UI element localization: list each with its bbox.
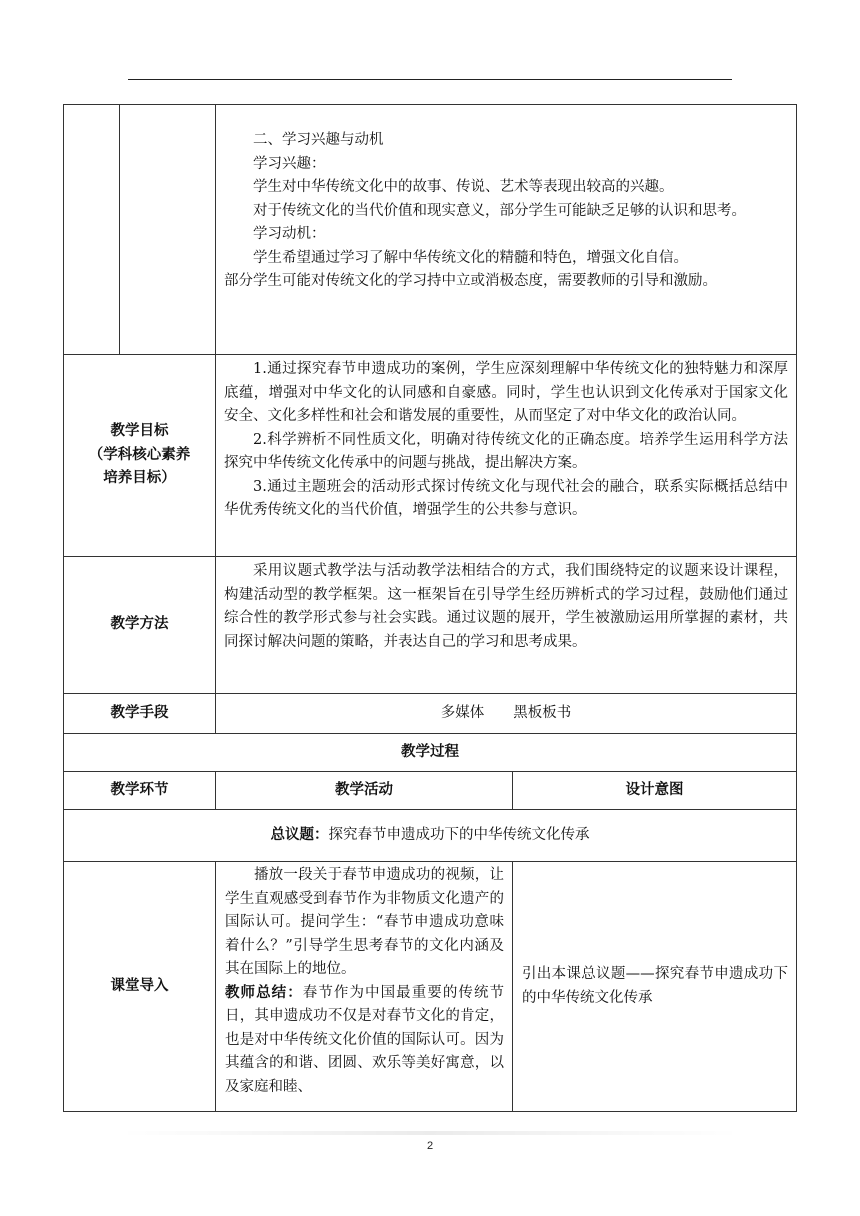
objectives-row: [64, 355, 797, 557]
motivation-label: 学习动机：: [253, 226, 326, 242]
interest-paragraph-1: 学生对中华传统文化中的故事、传说、艺术等表现出较高的兴趣。: [253, 179, 674, 195]
motivation-paragraph-2: 部分学生可能对传统文化的学习持中立或消极态度，需要教师的引导和激励。: [224, 273, 717, 289]
motivation-paragraph-1: 学生希望通过学习了解中华传统文化的精髓和特色，增强文化自信。: [253, 249, 688, 266]
methods-content: [216, 557, 797, 694]
header-rule: [128, 79, 732, 80]
col-header-stage: 教学环节: [64, 772, 216, 810]
means-label: 教学手段: [64, 694, 216, 734]
page-number: 2: [426, 1140, 434, 1152]
topic-row: [64, 810, 797, 862]
topic-label: 总议题：: [270, 826, 329, 843]
empty-sublabel-cell: [120, 105, 216, 355]
methods-text: 采用议题式教学法与活动教学法相结合的方式，我们围绕特定的议题来设计课程，构建活动型的教学框架。这一框架旨在引导学生经历辨析式的学习过程，鼓励他们通过综合性的教学形式参与社会实践。通过议题的展开，学生被激励运用所掌握的素材，共同探讨解决问题的策略，并表达自己的学习和思考成果。: [224, 563, 788, 650]
footer-shade: [120, 1131, 740, 1135]
col-header-intent: 设计意图: [513, 772, 797, 810]
process-header-row: [64, 772, 797, 810]
objectives-label: [64, 355, 216, 557]
lesson-plan-table: [63, 104, 797, 1112]
intro-activity: [216, 862, 513, 1112]
empty-label-cell: [64, 105, 120, 355]
col-header-activity: 教学活动: [216, 772, 513, 810]
teacher-summary-label: 教师总结：: [225, 984, 303, 1001]
objective-1: 1.通过探究春节申遗成功的案例，学生应深刻理解中华传统文化的独特魅力和深厚底蕴，增强对中华文化的认同感和自豪感。同时，学生也认识到文化传承对于国家文化安全、文化多样性和社会和谐发展的重要性，从而坚定了对中华文化的政治认同。: [224, 361, 788, 424]
objectives-label-line2: （学科核心素养: [88, 446, 191, 463]
methods-label: 教学方法: [64, 557, 216, 694]
topic-text: 探究春节申遗成功下的中华传统文化传承: [328, 826, 590, 843]
objective-3: 3.通过主题班会的活动形式探讨传统文化与现代社会的融合，联系实际概括总结中华优秀传统文化的当代价值，增强学生的公共参与意识。: [224, 478, 788, 518]
intro-intent-text: 引出本课总议题——探究春节申遗成功下的中华传统文化传承: [522, 966, 788, 1006]
process-title-row: [64, 734, 797, 772]
means-value: 多媒体 黑板板书: [216, 694, 797, 734]
intro-row: [64, 862, 797, 1112]
means-row: [64, 694, 797, 734]
teacher-summary-text: 春节作为中国最重要的传统节日，其申遗成功不仅是对春节文化的肯定，也是对中华传统文化价值的国际认可。因为其蕴含的和谐、团圆、欢乐等美好寓意，以及家庭和睦、: [225, 984, 505, 1095]
interest-heading: 二、学习兴趣与动机: [253, 132, 384, 148]
objective-2: 2.科学辨析不同性质文化，明确对待传统文化的正确态度。培养学生运用科学方法探究中华传统文化传承中的问题与挑战，提出解决方案。: [224, 431, 788, 471]
intro-label: 课堂导入: [64, 862, 216, 1112]
interest-cell: [216, 105, 797, 355]
intro-activity-text: 播放一段关于春节申遗成功的视频，让学生直观感受到春节作为非物质文化遗产的国际认可。提问学生：“春节申遗成功意味着什么？”引导学生思考春节的文化内涵及其在国际上的地位。: [225, 867, 504, 977]
interest-row: [64, 105, 797, 355]
interest-paragraph-2: 对于传统文化的当代价值和现实意义，部分学生可能缺乏足够的认识和思考。: [253, 202, 746, 219]
intro-intent: [513, 862, 797, 1112]
objectives-label-line1: 教学目标: [110, 423, 169, 440]
topic-cell: [64, 810, 797, 862]
process-title: 教学过程: [64, 734, 797, 772]
interest-label: 学习兴趣：: [253, 155, 326, 172]
methods-row: [64, 557, 797, 694]
objectives-content: [216, 355, 797, 557]
objectives-label-line3: 培养目标）: [103, 470, 176, 487]
